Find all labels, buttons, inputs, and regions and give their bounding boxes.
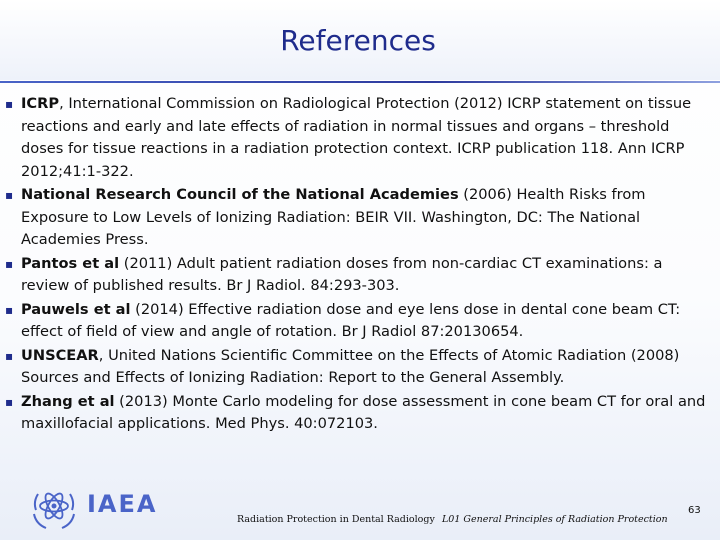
square-bullet-icon: ▪ (5, 394, 14, 409)
reference-text: , International Commission on Radiological Protection (2012) ICRP statement on tissue reactions and early and late effects of radiation in normal tissues and organs – threshold doses for tissue reactions in a radiation protection context. ICRP publication 118. Ann ICRP 2012;41:1-322. (21, 95, 692, 180)
square-bullet-icon: ▪ (5, 97, 14, 111)
footer-lesson-title: L01 General Principles of Radiation Protection (442, 514, 668, 525)
iaea-atom-emblem-icon (30, 484, 78, 530)
logo-text: IAEA (87, 490, 158, 518)
reference-text: (2011) Adult patient radiation doses from non-cardiac CT examinations: a review of published results. Br J Radiol. 84:293-303. (21, 254, 663, 294)
reference-item (0, 184, 720, 252)
iaea-logo (30, 484, 170, 530)
reference-lead: Pauwels et al (21, 300, 131, 318)
footer-course-title: Radiation Protection in Dental Radiology (237, 514, 435, 525)
title-divider (0, 81, 720, 83)
reference-text: (2013) Monte Carlo modeling for dose assessment in cone beam CT for oral and maxillofacial applications. Med Phys. 40:072103. (21, 392, 706, 432)
reference-item (0, 253, 720, 298)
square-bullet-icon: ▪ (5, 188, 14, 202)
reference-text: (2014) Effective radiation dose and eye lens dose in dental cone beam CT: effect of field of view and angle of rotation. Br J Radiol 87:20130654. (21, 300, 681, 340)
reference-item (0, 345, 720, 390)
reference-list (0, 93, 720, 437)
reference-item (0, 93, 720, 183)
reference-lead: ICRP (21, 95, 60, 112)
reference-lead: UNSCEAR (21, 346, 99, 364)
page-number: 63 (688, 505, 701, 516)
reference-lead: Zhang et al (21, 392, 115, 410)
reference-item (0, 391, 720, 436)
reference-lead: National Research Council of the National Academies (21, 186, 459, 203)
reference-text: (2006) Health Risks from Exposure to Low Levels of Ionizing Radiation: BEIR VII. Washington, DC: The National Academies Press. (21, 186, 646, 248)
square-bullet-icon: ▪ (5, 302, 14, 317)
square-bullet-icon: ▪ (5, 348, 14, 363)
reference-lead: Pantos et al (21, 254, 120, 272)
reference-text: , United Nations Scientific Committee on the Effects of Atomic Radiation (2008) Sources and Effects of Ionizing Radiation: Report to the General Assembly. (21, 346, 680, 386)
square-bullet-icon: ▪ (5, 256, 14, 271)
reference-item (0, 299, 720, 344)
slide-title: References (280, 24, 436, 57)
